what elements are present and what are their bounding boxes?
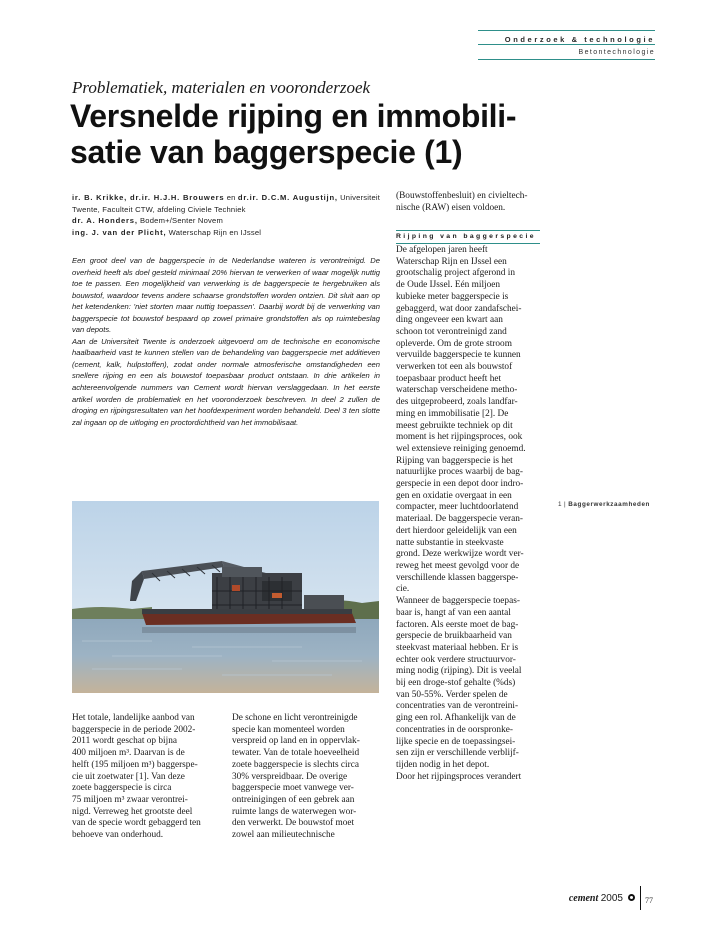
text-line: Door het rijpingsproces verandert (396, 771, 522, 782)
author-line-1 (72, 192, 384, 204)
text-line: wel extensieve reiniging genoemd. (396, 443, 526, 454)
text-line: cie uit zoetwater [1]. Van deze (72, 771, 185, 782)
magazine-name: cement (568, 893, 599, 904)
text-line: toepasbaar product heeft het (396, 373, 502, 384)
text-line: 30% verspreidbaar. De overige (232, 771, 348, 782)
body-column-3-top (396, 191, 542, 214)
dredging-photo (72, 501, 379, 693)
text-line: zowel aan milieutechnische (232, 830, 335, 841)
body-column-3 (396, 245, 542, 783)
caption-separator: | (561, 501, 569, 508)
text-line: opleverde. Om de grote stroom (396, 338, 512, 349)
text-line: Het totale, landelijke aanbod van (72, 713, 195, 723)
text-line: ging een rol. Afhankelijk van de (396, 713, 516, 724)
body-column-1 (72, 713, 222, 842)
header-mid-rule (478, 44, 655, 45)
caption-label: Baggerwerkzaamheden (568, 501, 650, 508)
text-line: grootschalig project afgerond in (396, 268, 516, 279)
text-line: Rijping van baggerspecie is het (396, 455, 513, 466)
text-line: vervuilde baggerspecie te kunnen (396, 350, 521, 361)
text-line: 400 miljoen m³. Daarvan is de (72, 748, 185, 759)
header-bottom-rule (478, 59, 655, 60)
magazine-year: 2005 (600, 893, 623, 904)
text-line: verschillende klassen baggerspe- (396, 572, 519, 583)
page-number: 77 (645, 896, 653, 905)
text-line: nigd. Verreweg het grootste deel (72, 806, 193, 817)
text-line: Waterschap Rijn en IJssel een (396, 256, 507, 267)
dredging-installation-illustration (72, 501, 379, 693)
text-line: kubieke meter baggerspecie is (396, 291, 509, 302)
text-line: reweg het meest gevolgd voor de (396, 560, 520, 571)
author-name-4: ing. J. van der Plicht, (72, 227, 167, 237)
author-block (72, 192, 384, 238)
text-line: verspreid op land en in oppervlak- (232, 736, 360, 747)
photo-caption (558, 501, 650, 508)
text-line: De afgelopen jaren heeft (396, 245, 488, 255)
intro-text (72, 255, 380, 428)
text-line: Wanneer de baggerspecie toepas- (396, 596, 520, 607)
text-line: cie. (396, 584, 410, 595)
text-line: waterschap verscheidene metho- (396, 385, 518, 396)
author-names-a: ir. B. Krikke, dr.ir. H.J.H. Brouwers (72, 193, 225, 202)
text-line: ming nodig (rijping). Dit is veelal (396, 666, 522, 677)
article-subtitle: Problematiek, materialen en vooronderzoek (72, 78, 371, 97)
text-line: gerspecie in een depot door indro- (396, 479, 524, 490)
author-line-4 (72, 227, 384, 239)
text-line: (Bouwstoffenbesluit) en civieltech- (396, 191, 528, 201)
text-line: concentraties van de verontreini- (396, 701, 519, 712)
subsection-label: Betontechnologie (578, 49, 655, 56)
text-line: meest gebruikte techniek op dit (396, 420, 513, 431)
text-line: baar is, hangt af van een aantal (396, 607, 511, 618)
text-line: nische (RAW) eisen voldoen. (396, 202, 506, 213)
text-line: natte substantie in steekvaste (396, 537, 504, 548)
text-line: specie kan momenteel worden (232, 724, 345, 735)
text-line: van de specie wordt gebaggerd ten (72, 818, 201, 829)
text-line: grond. Deze werkwijze wordt ver- (396, 549, 524, 560)
text-line: gen en oxidatie overgaat in een (396, 490, 512, 501)
text-line: bij een droge-stof gehalte (%ds) (396, 678, 516, 689)
body-column-2 (232, 713, 382, 842)
author-names-b: dr.ir. D.C.M. Augustijn, (237, 193, 338, 202)
text-line: ming en immobilisatie [2]. De (396, 408, 509, 419)
text-line: moment is het rijpingsproces, ook (396, 432, 523, 443)
text-line: verwerken tot een als bouwstof (396, 362, 513, 373)
section-heading: Rijping van baggerspecie (396, 230, 540, 244)
text-line: ding ongeveer een kwart aan (396, 315, 503, 326)
text-line: den verwerkt. De bouwstof moet (232, 818, 355, 829)
text-line: lijke specie en de toepassingsei- (396, 736, 516, 747)
title-line-1: Versnelde rijping en immobili- (70, 98, 517, 134)
text-line: van 50-55%. Verder spelen de (396, 689, 508, 700)
text-line: sen zijn er verschillende verblijf- (396, 748, 519, 759)
text-line: gerspecie de bruikbaarheid van (396, 631, 512, 642)
text-line: behoeve van onderhoud. (72, 830, 164, 841)
text-line: de Oude IJssel. Eén miljoen (396, 280, 501, 291)
text-line: ruimte langs de waterwegen wor- (232, 806, 357, 817)
author-affiliation-4: Waterschap Rijn en IJssel (166, 227, 262, 237)
intro-paragraph-1: Een groot deel van de baggerspecie in de Nederlandse wateren is verontreinigd. De overheid heeft als doel gesteld minimaal 20% hiervan te verwerken of waar mogelijk nuttig toe te passen. Een mogelijkheid van verwerking is de baggerspecie te hergebruiken als bouwstof, waardoor tevens andere schaarse grondstoffen worden ontzien. Dit sluit aan op het ketendenken: 'niet storten maar nuttig toepassen'. Daarbij wordt bij de verwerking van baggerspecie tot bouwstof bespaard op zowel primaire grondstoffen als op ruimtebeslag van depots. (72, 256, 380, 335)
text-line: des uitgeprobeerd, zoals landfar- (396, 397, 518, 408)
text-line: dert hierdoor geleidelijk van een (396, 525, 517, 536)
text-line: gebaggerd, wat door zandafschei- (396, 303, 522, 314)
text-line: materiaal. De baggerspecie veran- (396, 514, 523, 525)
author-name-3: dr. A. Honders, (72, 216, 138, 225)
author-line-2: Twente, Faculteit CTW, afdeling Civiele Techniek (72, 204, 246, 214)
text-line: zoete baggerspecie is slechts circa (232, 759, 359, 770)
cement-logo-icon (628, 894, 635, 901)
text-line: steekvast materiaal hebben. Er is (396, 642, 519, 653)
intro-paragraph-2: Aan de Universiteit Twente is onderzoek uitgevoerd om de technische en economische haalbaarheid vast te kunnen stellen van de behandeling van baggerspecie met additieven (cement, kalk, hulpstoffen), zodat onder normale atmosferische omstandigheden een snellere rijping en een als bouwstof toepasbaar product ontstaan. In drie artikelen in achtereenvolgende nummers van Cement wordt hiervan verslaggedaan. In het eerste artikel worden de problematiek en het vooronderzoek beschreven. In deel 2 zullen de droging en rijpingsresultaten van het hoofdexperiment worden behandeld. Deel 3 ten slotte zal ingaan op de uitloging en proctordichtheid van het immobilisaat. (72, 336, 380, 427)
text-line: ontreinigingen of een gebrek aan (232, 794, 355, 805)
article-title (70, 98, 550, 170)
author-line-3 (72, 215, 384, 227)
section-label: Onderzoek & technologie (504, 35, 655, 44)
text-line: tijden nodig in het depot. (396, 759, 490, 770)
text-line: tewater. Van de totale hoeveelheid (232, 748, 360, 759)
author-affiliation-3: Bodem+/Senter Novem (137, 216, 223, 225)
text-line: De schone en licht verontreinigde (232, 713, 358, 723)
page-number-rule (640, 886, 641, 910)
text-line: baggerspecie moet vanwege ver- (232, 783, 354, 794)
caption-number: 1 (558, 501, 562, 508)
author-conjunction: en (224, 193, 238, 202)
text-line: natuurlijke proces waarbij de bag- (396, 467, 524, 478)
text-line: 2011 wordt geschat op bijna (72, 736, 177, 747)
text-line: schoon tot verontreinigd zand (396, 326, 507, 337)
text-line: concentraties in de oorspronke- (396, 724, 513, 735)
footer-magazine (569, 893, 635, 904)
title-line-2: satie van baggerspecie (1) (70, 134, 463, 170)
text-line: compacter, meer luchtdoorlatend (396, 502, 519, 513)
text-line: helft (195 miljoen m³) baggerspe- (72, 759, 198, 770)
text-line: echter ook verdere structuurvor- (396, 654, 516, 665)
header-top-rule (478, 30, 655, 31)
text-line: 75 miljoen m³ zwaar verontrei- (72, 794, 188, 805)
text-line: baggerspecie in de periode 2002- (72, 724, 196, 735)
text-line: zoete baggerspecie is circa (72, 783, 172, 794)
author-affiliation-1: Universiteit (337, 193, 381, 202)
text-line: factoren. Als eerste moet de bag- (396, 619, 519, 630)
